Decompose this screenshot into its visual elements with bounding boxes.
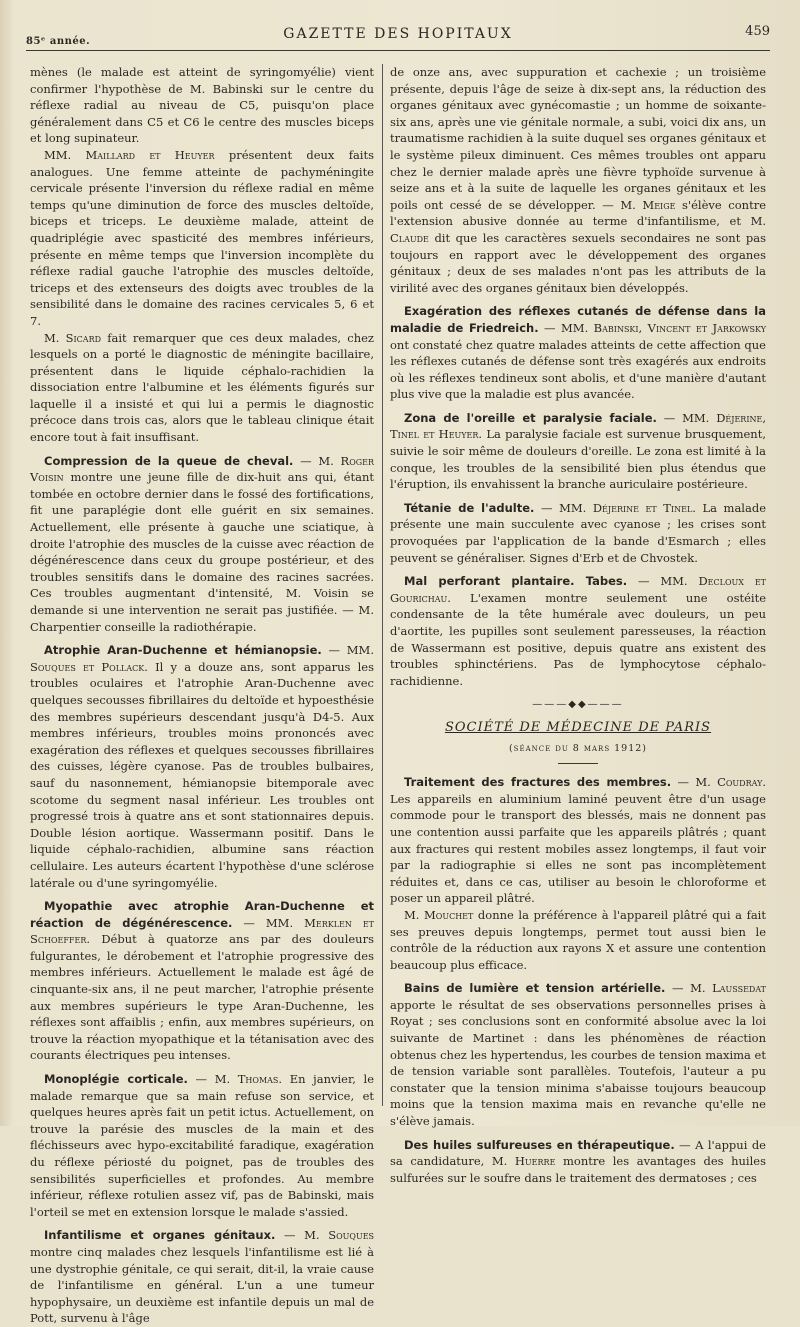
article-heading: Infantilisme et organes génitaux. [44, 1228, 276, 1243]
society-heading: SOCIÉTÉ DE MÉDECINE DE PARIS [444, 719, 712, 735]
article: Traitement des fractures des membres. — M. Coudray. Les appareils en aluminium laminé peuvent être d'un usage commode pour le transport des blessés, mais ne donnent pas une contention aussi parfaite que les appareils plâtrés ; quant aux fractures qui restent mobiles assez longtemps, il faut voir par la radiographie si elles ne sont pas incomplètement réduites et, dans ce cas, utiliser au besoin le chloroforme et poser un appareil plâtré. [390, 775, 767, 906]
article: Tétanie de l'adulte. — MM. Déjerine et Tinel. La malade présente une main succulente avec cyanose ; les crises sont provoquées par l'application de la bande d'Esmarch ; elles peuvent se généraliser. Signes d'Erb et de Chvostek. [390, 500, 767, 565]
article-heading: Zona de l'oreille et paralysie faciale. [404, 410, 657, 425]
left-column [30, 64, 374, 1327]
article-heading: Compression de la queue de cheval. [44, 453, 294, 468]
article-heading: Tétanie de l'adulte. [404, 500, 535, 515]
article: Compression de la queue de cheval. — M. Roger Voisin montre une jeune fille de dix-huit ans qui, étant tombée en octobre dernier dans le fossé des fortifications, fit une paraplégie dont elle guérit en six semaines. Actuellement, elle présente à gauche une sciatique, à droite l'atrophie des muscles de la cuisse avec réaction de dégénérescence dans ceux du groupe postérieur, et des troubles sensitifs dans le domaine des racines sacrées. Ces troubles augmentant d'intensité, M. Voisin se demande si une intervention ne serait pas justifiée. — M. Charpentier conseille la radiothérapie. [30, 453, 375, 634]
newspaper-title: GAZETTE DES HOPITAUX [283, 26, 513, 42]
article: Exagération des réflexes cutanés de défense dans la maladie de Friedreich. — MM. Babinski, Vincent et Jarkowsky ont constaté chez quatre malades atteints de cette affection que les réflexes cutanés de défense sont très exagérés aux endroits où les réflexes tendineux sont abolis, et d'une manière d'autant plus vive que la maladie est plus avancée. [390, 304, 766, 402]
paragraph: MM. Maillard et Heuyer présentent deux faits analogues. Une femme atteinte de pachyméningite cervicale présente l'inversion du réflexe radial en même temps qu'une diminution de force des muscles deltoïde, biceps et triceps. Le deuxième malade, atteint de quadriplégie avec spasticité des membres inférieurs, présente en même temps que l'inversion incomplète du réflexe radial gauche l'atrophie des muscles deltoïde, triceps et des extenseurs des doigts avec troubles de la sensibilité dans le domaine des racines cervicales 5, 6 et 7. [30, 147, 375, 328]
article: Bains de lumière et tension artérielle. — M. Laussedat apporte le résultat de ses observations personnelles prises à Royat ; ses conclusions sont en conformité absolue avec la loi suivante de Martinet : dans les phénomènes de réaction obtenus chez les hypertendus, les courbes de tension maxima et de tension variable sont parallèles. Toutefois, l'auteur a pu constater que la tension minima s'abaisse toujours beaucoup moins que la tension maxima mais en revanche qu'elle ne s'élève jamais. [390, 981, 767, 1129]
article: Atrophie Aran-Duchenne et hémianopsie. — MM. Souques et Pollack. Il y a douze ans, sont apparus les troubles oculaires et l'atrophie Aran-Duchenne avec quelques secousses fibrillaires du deltoïde et hypoesthésie des membres supérieurs descendant jusqu'à D4-5. Aux membres inférieurs, troubles moins prononcés avec exagération des réflexes et quelques secousses fibrillaires des cuisses, légère cyanose. Pas de troubles bulbaires, sauf du nasonnement, hémianopsie bitemporale avec scotome du segment nasal inférieur. Les troubles ont progressé trois à quatre ans et sont stationnaires depuis. Double lésion aortique. Wassermann positif. Dans le liquide céphalo-rachidien, albumine sans réaction cellulaire. Les auteurs écartent l'hypothèse d'une sclérose latérale ou d'une syringomyélie. [30, 643, 374, 890]
article-heading: Myopathie avec atrophie Aran-Duchenne et réaction de dégénérescence. [30, 899, 374, 930]
article: Monoplégie corticale. — M. Thomas. En janvier, le malade remarque que sa main refuse son service, et quelques heures après fait un petit ictus. Actuellement, on trouve la parésie des muscles de la main et des fléchisseurs avec hypo-excitabilité faradique, exagération du réflexe périosté du poignet, pas de troubles des sensibilités superficielles et profondes. Au membre inférieur, réflexe rotulien assez vif, pas de Babinski, mais l'orteil se met en extension lorsque le malade s'assied. [30, 1072, 374, 1219]
paragraph: M. Sicard fait remarquer que ces deux malades, chez lesquels on a porté le diagnostic de méningite bacillaire, présentent dans le liquide céphalo-rachidien la dissociation entre l'albumine et les éléments figurés sur laquelle il a insisté et qui lui a permis le diagnostic précoce dans trois cas, alors que le tableau clinique était encore tout à fait insuffisant. [30, 330, 374, 445]
article: Des huiles sulfureuses en thérapeutique. — A l'appui de sa candidature, M. Huerre montre les avantages des huiles sulfurées sur le soufre dans le traitement des dermatoses ; ces [390, 1137, 766, 1185]
paragraph: de onze ans, avec suppuration et cachexie ; un troisième présente, depuis l'âge de seize à dix-sept ans, la réduction des organes génitaux avec gynécomastie ; un homme de soixante-six ans, après une vie génitale normale, a subi, voici dix ans, un traumatisme rachidien à la suite duquel ses organes génitaux et le système pileux diminuent. Ces mêmes troubles ont apparu chez le dernier malade après une fièvre typhoïde survenue à seize ans et à la suite de laquelle les organes génitaux et les poils ont cessé de se développer. — M. Meige s'élève contre l'extension abusive donnée au terme d'infantilisme, et M. Claude dit que les caractères sexuels secondaires ne sont pas toujours en rapport avec le développement des organes génitaux ; deux de ses malades n'ont pas les attributs de la virilité avec des organes génitaux bien développés. [390, 65, 766, 295]
article-heading: Traitement des fractures des membres. [404, 775, 672, 790]
page-number: 459 [745, 24, 770, 39]
article: Myopathie avec atrophie Aran-Duchenne et réaction de dégénérescence. — MM. Merklen et Schoeffer. Début à quatorze ans par des douleurs fulgurantes, le dérobement et l'atrophie progressive des membres inférieurs. Actuellement le malade est âgé de cinquante-six ans, il ne peut marcher, l'atrophie présente aux membres supérieurs le type Aran-Duchenne, les réflexes sont affaiblis ; enfin, aux membres supérieurs, on trouve la réaction myopathique et la tétanisation avec des courants électriques peu intenses. [30, 899, 374, 1063]
header-rule [26, 50, 770, 51]
paragraph: mènes (le malade est atteint de syringomyélie) vient confirmer l'hypothèse de M. Babinski sur le centre du réflexe radial au niveau de C5, puisqu'on place généralement dans C5 et C6 le centre des muscles biceps et long supinateur. [30, 65, 374, 146]
article-heading: Des huiles sulfureuses en thérapeutique. [404, 1137, 675, 1152]
article: Mal perforant plantaire. Tabes. — MM. Decloux et Gourichau. L'examen montre seulement une ostéite condensante de la tête humérale avec douleurs, un peu d'aortite, les pupilles sont seulement paresseuses, la réaction de Wassermann est positive, depuis quatre ans existent des troubles sphinctériens. Pas de lymphocytose céphalo-rachidienne. [390, 574, 766, 688]
article-heading: Bains de lumière et tension artérielle. [404, 981, 666, 996]
article-heading: Monoplégie corticale. [44, 1072, 188, 1087]
article-heading: Exagération des réflexes cutanés de défense dans la maladie de Friedreich. [390, 304, 766, 335]
article: Zona de l'oreille et paralysie faciale. — MM. Déjerine, Tinel et Heuyer. La paralysie faciale est survenue brusquement, suivie le soir même de douleurs d'oreille. Le zona est limité à la conque, les troubles de la sensibilité bien plus étendus que l'éruption, ils envahissent la branche auriculaire postérieure. [390, 410, 766, 492]
article-heading: Mal perforant plantaire. Tabes. [404, 574, 628, 589]
ornament-divider: ———◆◆——— [532, 699, 624, 711]
edition-label: 85ᵉ année. [26, 36, 91, 47]
seance-date: (séance du 8 mars 1912) [508, 742, 648, 754]
page-header [26, 22, 770, 50]
paragraph: M. Mouchet donne la préférence à l'appareil plâtré qui a fait ses preuves depuis longtemps, permet tout aussi bien le contrôle de la réduction aux rayons X et assure une contention beaucoup plus efficace. [390, 907, 766, 972]
right-column [390, 64, 766, 1186]
short-rule [558, 763, 598, 764]
article-heading: Atrophie Aran-Duchenne et hémianopsie. [44, 643, 322, 658]
column-divider [382, 64, 383, 1106]
article: Infantilisme et organes génitaux. — M. Souques montre cinq malades chez lesquels l'infantilisme est lié à une dystrophie génitale, ce qui serait, dit-il, la vraie cause de l'infantilisme en général. L'un a une tumeur hypophysaire, un deuxième est infantile depuis un mal de Pott, survenu à l'âge [30, 1228, 375, 1326]
